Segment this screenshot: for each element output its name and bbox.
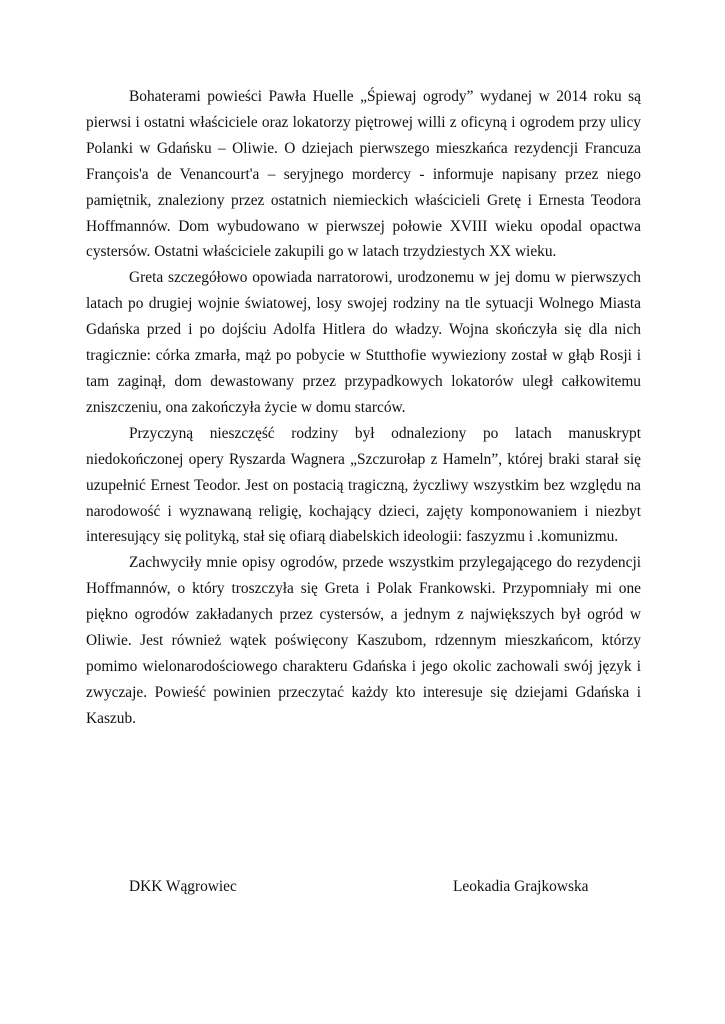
paragraph-greta: Greta szczegółowo opowiada narratorowi, urodzonemu w jej domu w pierwszych latach po drugiej wojnie światowej, losy swojej rodziny na tle sytuacji Wolnego Miasta Gdańska przed i po dojściu Adolfa Hitlera do władzy. Wojna skończyła się dla nich tragicznie: córka zmarła, mąż po pobycie w Stutthofie wywieziony został w głąb Rosji i tam zaginął, dom dewastowany przez przypadkowych lokatorów uległ całkowitemu zniszczeniu, ona zakończyła życie w domu starców. xyxy=(86,269,641,416)
paragraph-manuscript: Przyczyną nieszczęść rodziny był odnaleziony po latach manuskrypt niedokończonej opery Ryszarda Wagnera „Szczurołap z Hameln”, której braki starał się uzupełnić Ernest Teodor. Jest on postacią tragiczną, życzliwy wszystkim bez względu na narodowość i wyznawaną religię, kochający dzieci, zajęty komponowaniem i niezbyt interesujący się polityką, stał się ofiarą diabelskich ideologii: faszyzmu i .komunizmu. xyxy=(86,424,641,546)
signature-author: Leokadia Grajkowska xyxy=(453,878,589,895)
signature-club: DKK Wągrowiec xyxy=(129,878,237,895)
paragraph-intro: Bohaterami powieści Pawła Huelle „Śpiewaj ogrody” wydanej w 2014 roku są pierwsi i ostatni właściciele oraz lokatorzy piętrowej willi z oficyną i ogrodem przy ulicy Polanki w Gdańsku – Oliwie. O dziejach pierwszego mieszkańca rezydencji Francuza François'a de Venancourt'a – seryjnego mordercy - informuje napisany przez niego pamiętnik, znaleziony przez ostatnich niemieckich właścicieli Gretę i Ernesta Teodora Hoffmannów. Dom wybudowano w pierwszej połowie XVIII wieku opodal opactwa cystersów. Ostatni właściciele zakupili go w latach trzydziestych XX wieku. xyxy=(86,88,641,261)
review-text xyxy=(86,84,641,732)
paragraph-gardens: Zachwyciły mnie opisy ogrodów, przede wszystkim przylegającego do rezydencji Hoffmannów, o który troszczyła się Greta i Polak Frankowski. Przypomniały mi one piękno ogrodów zakładanych przez cystersów, a jednym z największych był ogród w Oliwie. Jest również wątek poświęcony Kaszubom, rdzennym mieszkańcom, którzy pomimo wielonarodościowego charakteru Gdańska i jego okolic zachowali swój język i zwyczaje. Powieść powinien przeczytać każdy kto interesuje się dziejami Gdańska i Kaszub. xyxy=(86,554,641,727)
